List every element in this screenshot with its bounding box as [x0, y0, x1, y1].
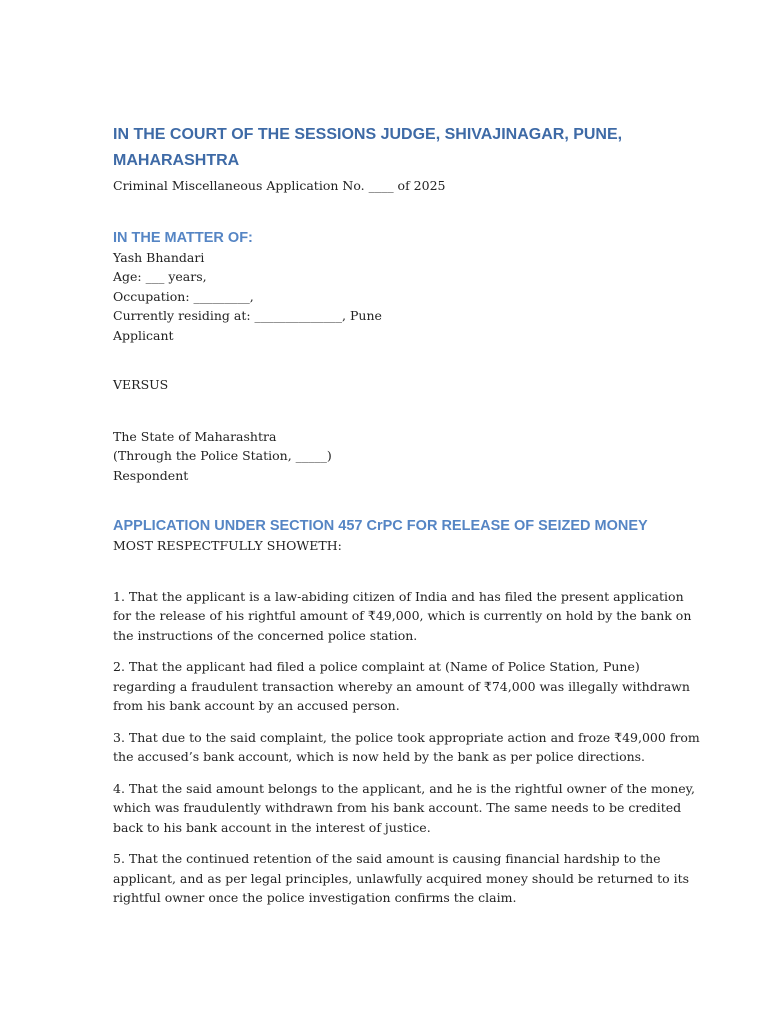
point-line: 4. That the said amount belongs to the applicant, and he is the rightful owner of the money,	[113, 780, 696, 796]
point-line: for the release of his rightful amount of ₹49,000, which is currently on hold by the bank on	[113, 608, 692, 623]
point-line: back to his bank account in the interest of justice.	[113, 819, 431, 835]
point-line: the accused’s bank account, which is now held by the bank as per police directions.	[113, 749, 646, 764]
point-item	[113, 657, 690, 716]
applicant-block	[113, 248, 668, 346]
versus-label: VERSUS	[113, 377, 169, 392]
point-line: from his bank account by an accused person.	[113, 698, 400, 713]
respondent-name: The State of Maharashtra	[113, 428, 277, 444]
point-item	[113, 779, 696, 838]
application-heading: APPLICATION UNDER SECTION 457 CrPC FOR RELEASE OF SEIZED MONEY	[113, 518, 648, 534]
point-line: regarding a fraudulent transaction whereby an amount of ₹74,000 was illegally withdrawn	[113, 678, 690, 694]
applicant-age: Age: ___ years,	[113, 269, 207, 284]
point-item	[113, 849, 690, 908]
court-heading: IN THE COURT OF THE SESSIONS JUDGE, SHIVAJINAGAR, PUNE, MAHARASHTRA	[113, 126, 623, 169]
point-item	[113, 587, 692, 646]
applicant-residence: Currently residing at: ______________, Pune	[113, 308, 382, 323]
applicant-occupation: Occupation: _________,	[113, 288, 254, 304]
applicant-role: Applicant	[113, 327, 174, 343]
showeth-label: MOST RESPECTFULLY SHOWETH:	[113, 538, 342, 553]
point-line: 2. That the applicant had filed a police complaint at (Name of Police Station, Pune)	[113, 659, 640, 674]
point-line: 3. That due to the said complaint, the police took appropriate action and froze ₹49,000 from	[113, 729, 700, 745]
points-list	[113, 587, 700, 908]
point-line: the instructions of the concerned police station.	[113, 627, 418, 643]
case-number: Criminal Miscellaneous Application No. ____ of 2025	[113, 178, 446, 193]
point-item	[113, 728, 700, 767]
point-line: applicant, and as per legal principles, unlawfully acquired money should be returned to its	[113, 870, 690, 886]
point-line: 5. That the continued retention of the said amount is causing financial hardship to the	[113, 851, 661, 866]
point-line: which was fraudulently withdrawn from his bank account. The same needs to be credited	[113, 800, 682, 815]
point-line: 1. That the applicant is a law-abiding citizen of India and has filed the present application	[113, 588, 684, 604]
applicant-name: Yash Bhandari	[113, 249, 205, 265]
respondent-role: Respondent	[113, 467, 189, 483]
point-line: rightful owner once the police investigation confirms the claim.	[113, 890, 517, 905]
matter-heading: IN THE MATTER OF:	[113, 229, 253, 246]
respondent-through: (Through the Police Station, _____)	[113, 448, 332, 463]
respondent-block	[113, 427, 668, 486]
